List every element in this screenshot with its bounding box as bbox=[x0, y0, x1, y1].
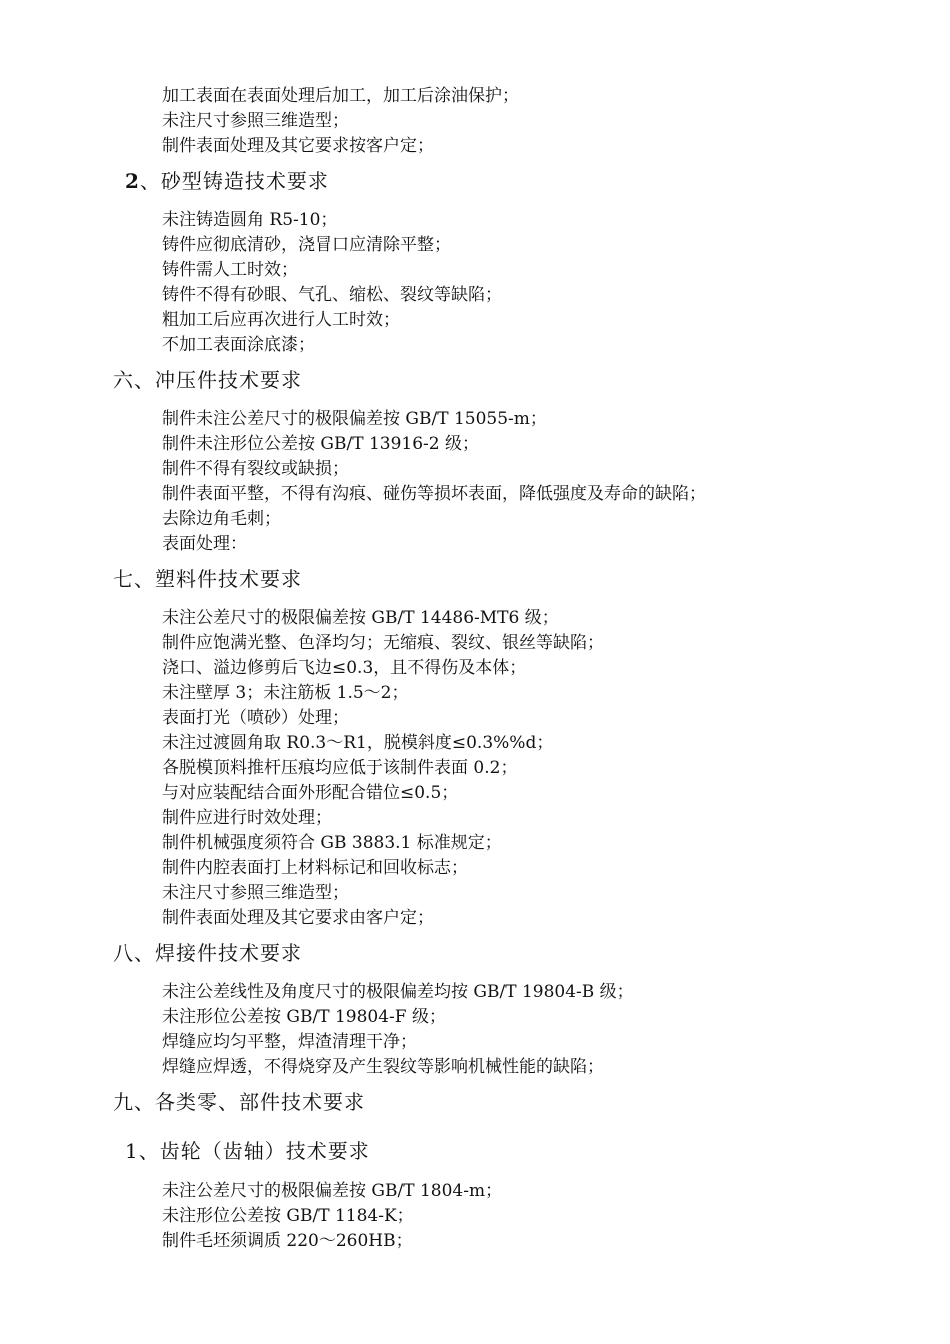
text-line: 制件内腔表面打上材料标记和回收标志； bbox=[162, 858, 468, 878]
section-heading: 八、焊接件技术要求 bbox=[113, 941, 302, 965]
text-line: 制件表面平整，不得有沟痕、碰伤等损坏表面，降低强度及寿命的缺陷； bbox=[162, 484, 706, 504]
text-line: 未注尺寸参照三维造型； bbox=[162, 111, 349, 131]
text-line: 铸件不得有砂眼、气孔、缩松、裂纹等缺陷； bbox=[162, 285, 502, 305]
text-line: 去除边角毛刺； bbox=[162, 509, 281, 529]
text-line: 制件表面处理及其它要求按客户定； bbox=[162, 136, 434, 156]
text-line: 浇口、溢边修剪后飞边≤0.3，且不得伤及本体； bbox=[162, 658, 527, 678]
text-line: 未注公差尺寸的极限偏差按 GB/T 14486-MT6 级； bbox=[162, 608, 559, 628]
text-line: 铸件应彻底清砂，浇冒口应清除平整； bbox=[162, 235, 451, 255]
section-heading: 七、塑料件技术要求 bbox=[113, 567, 302, 591]
text-line: 未注过渡圆角取 R0.3～R1，脱模斜度≤0.3%%d； bbox=[162, 733, 554, 753]
text-line: 未注壁厚 3；未注筋板 1.5～2； bbox=[162, 683, 409, 703]
text-line: 未注尺寸参照三维造型； bbox=[162, 883, 349, 903]
text-line: 加工表面在表面处理后加工，加工后涂油保护； bbox=[162, 86, 519, 106]
text-line: 制件应饱满光整、色泽均匀；无缩痕、裂纹、银丝等缺陷； bbox=[162, 633, 604, 653]
text-line: 未注形位公差按 GB/T 1184-K； bbox=[162, 1206, 414, 1226]
text-line: 铸件需人工时效； bbox=[162, 260, 298, 280]
text-line: 焊缝应均匀平整，焊渣清理干净； bbox=[162, 1032, 417, 1052]
text-line: 表面打光（喷砂）处理； bbox=[162, 708, 349, 728]
subsection-heading bbox=[125, 1136, 370, 1166]
text-line: 制件未注形位公差按 GB/T 13916-2 级； bbox=[162, 434, 479, 454]
subsection-number: 2 bbox=[125, 169, 140, 193]
text-line: 未注铸造圆角 R5-10； bbox=[162, 210, 338, 230]
section-heading: 九、各类零、部件技术要求 bbox=[113, 1090, 365, 1114]
subsection-title: 1、齿轮（齿轴）技术要求 bbox=[125, 1139, 370, 1163]
text-line: 不加工表面涂底漆； bbox=[162, 335, 315, 355]
section-heading: 六、冲压件技术要求 bbox=[113, 368, 302, 392]
text-line: 粗加工后应再次进行人工时效； bbox=[162, 310, 400, 330]
subsection-heading bbox=[125, 166, 329, 196]
text-line: 制件应进行时效处理； bbox=[162, 808, 332, 828]
text-line: 制件机械强度须符合 GB 3883.1 标准规定； bbox=[162, 833, 502, 853]
text-line: 制件毛坯须调质 220～260HB； bbox=[162, 1231, 413, 1251]
text-line: 未注公差尺寸的极限偏差按 GB/T 1804-m； bbox=[162, 1181, 503, 1201]
text-line: 制件表面处理及其它要求由客户定； bbox=[162, 908, 434, 928]
text-line: 各脱模顶料推杆压痕均应低于该制件表面 0.2； bbox=[162, 758, 518, 778]
text-line: 未注形位公差按 GB/T 19804-F 级； bbox=[162, 1007, 446, 1027]
subsection-title: 、砂型铸造技术要求 bbox=[139, 169, 329, 193]
text-line: 与对应装配结合面外形配合错位≤0.5； bbox=[162, 783, 459, 803]
text-line: 焊缝应焊透，不得烧穿及产生裂纹等影响机械性能的缺陷； bbox=[162, 1057, 604, 1077]
text-line: 未注公差线性及角度尺寸的极限偏差均按 GB/T 19804-B 级； bbox=[162, 982, 634, 1002]
text-line: 表面处理： bbox=[162, 534, 247, 554]
text-line: 制件不得有裂纹或缺损； bbox=[162, 459, 349, 479]
text-line: 制件未注公差尺寸的极限偏差按 GB/T 15055-m； bbox=[162, 409, 547, 429]
